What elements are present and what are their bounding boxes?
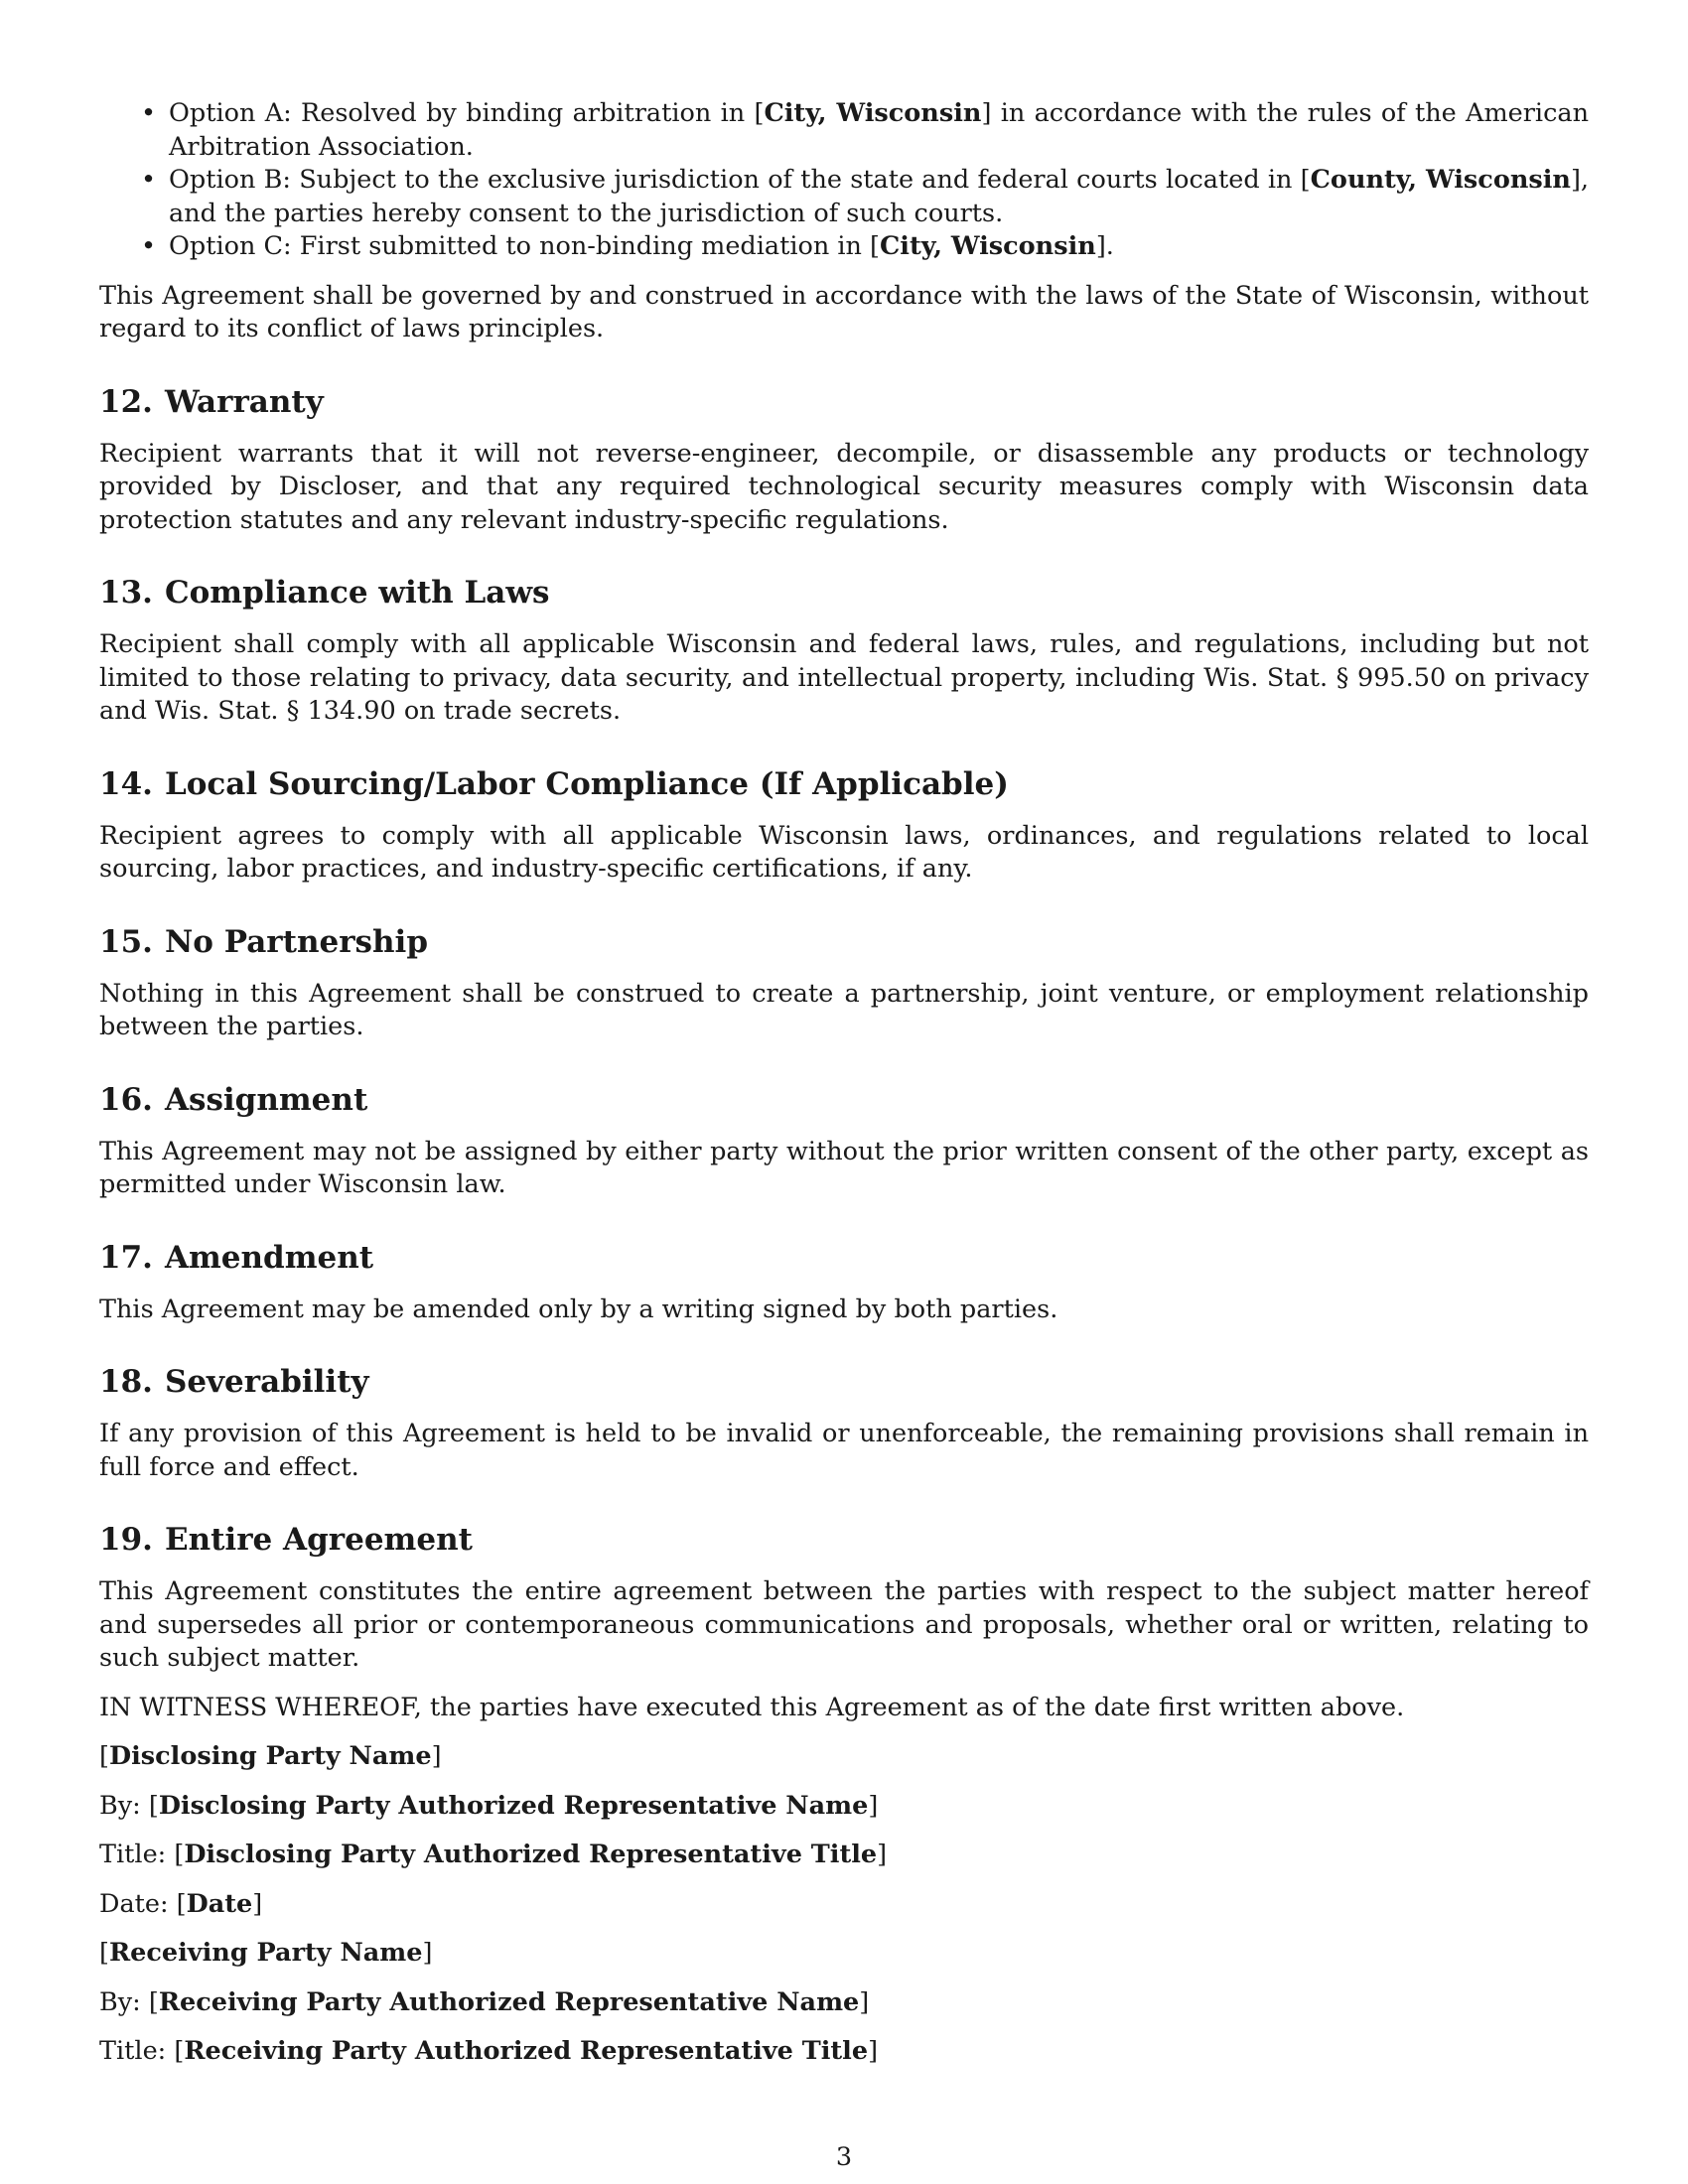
governing-law-paragraph: This Agreement shall be governed by and construed in accordance with the laws of the State of Wisconsin, without regard to its conflict of laws principles. (99, 280, 1589, 343)
receiving-party-name: [Receiving Party Name] (99, 1938, 433, 1968)
witness-paragraph: IN WITNESS WHEREOF, the parties have executed this Agreement as of the date first written above. (99, 1692, 1405, 1722)
section-heading: 18. Severability (99, 1364, 369, 1400)
section-heading: 14. Local Sourcing/Labor Compliance (If Applicable) (99, 765, 1009, 802)
list-item: • Option B: Subject to the exclusive jurisdiction of the state and federal courts located in [County, Wisconsin], and the parties hereby consent to the jurisdiction of such courts. (169, 164, 1589, 230)
disclosing-rep-title: Title: [Disclosing Party Authorized Representative Title] (99, 1840, 888, 1869)
list-item: • Option A: Resolved by binding arbitration in [City, Wisconsin] in accordance with the rules of the American Arbitration Association. (169, 97, 1589, 164)
section-heading: 17. Amendment (99, 1239, 374, 1276)
signature-date: Date: [Date] (99, 1888, 263, 1919)
document-page (99, 97, 1589, 2085)
section-body: This Agreement may not be assigned by either party without the prior written consent of the other party, except as permitted under Wisconsin law. (99, 1136, 1589, 1199)
section-body: If any provision of this Agreement is held to be invalid or unenforceable, the remaining provisions shall remain in full force and effect. (99, 1419, 1589, 1482)
section-heading: 12. Warranty (99, 383, 324, 420)
dispute-options-list (99, 97, 1589, 264)
section-heading: 15. No Partnership (99, 923, 428, 960)
section-heading: 19. Entire Agreement (99, 1522, 473, 1558)
disclosing-party-name: [Disclosing Party Name] (99, 1741, 442, 1771)
page-number: 3 (835, 2142, 853, 2172)
receiving-rep-name: By: [Receiving Party Authorized Representative Name] (99, 1986, 870, 2017)
section-body: Recipient warrants that it will not reverse-engineer, decompile, or disassemble any products or technology provided by Discloser, and that any required technological security measures comply with Wisconsin data protection statutes and any relevant industry-specific regulations. (99, 438, 1589, 535)
section-body: Recipient shall comply with all applicable Wisconsin and federal laws, rules, and regulations, including but not limited to those relating to privacy, data security, and intellectual property, including Wis. Stat. § 995.50 on privacy and Wis. Stat. § 134.90 on trade secrets. (99, 629, 1589, 726)
section-body: This Agreement may be amended only by a writing signed by both parties. (99, 1294, 1058, 1324)
section-heading: 16. Assignment (99, 1081, 368, 1118)
section-body: Recipient agrees to comply with all applicable Wisconsin laws, ordinances, and regulations related to local sourcing, labor practices, and industry-specific certifications, if any. (99, 820, 1589, 884)
section-heading: 13. Compliance with Laws (99, 575, 550, 611)
receiving-rep-title: Title: [Receiving Party Authorized Representative Title] (99, 2036, 879, 2066)
section-body: Nothing in this Agreement shall be construed to create a partnership, joint venture, or employment relationship between the parties. (99, 978, 1589, 1041)
disclosing-rep-name: By: [Disclosing Party Authorized Representative Name] (99, 1790, 879, 1821)
signature-block (99, 1740, 1589, 2069)
list-item: • Option C: First submitted to non-binding mediation in [City, Wisconsin]. (169, 230, 1589, 264)
section-body: This Agreement constitutes the entire agreement between the parties with respect to the subject matter hereof and supersedes all prior or contemporaneous communications and proposals, whether oral or written, relating to such subject matter. (99, 1576, 1589, 1673)
